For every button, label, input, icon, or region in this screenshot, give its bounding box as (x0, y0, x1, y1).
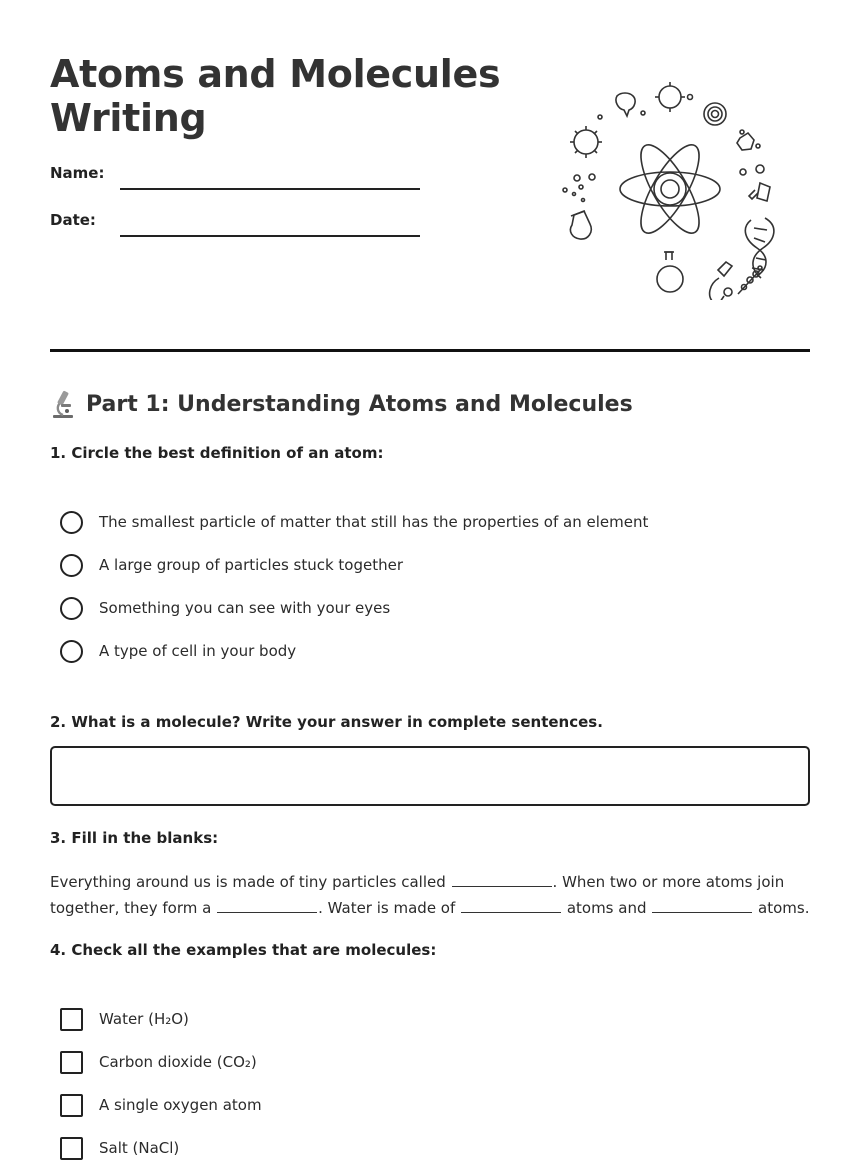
microscope-icon (708, 262, 732, 300)
bacteria-icon (570, 126, 602, 158)
q1-option-label: A type of cell in your body (99, 642, 297, 660)
fill-text-segment: atoms and (562, 899, 652, 917)
radio-circle[interactable] (60, 640, 83, 663)
spiral-icon (704, 103, 726, 125)
date-field (50, 211, 96, 229)
q1-option-label: Something you can see with your eyes (99, 599, 391, 617)
blank-atoms[interactable] (452, 886, 552, 887)
question-4-prompt: 4. Check all the examples that are molecules: (50, 941, 437, 959)
checkbox[interactable] (60, 1094, 83, 1117)
name-line[interactable] (120, 188, 420, 190)
worksheet-header (50, 52, 810, 302)
title-line-1: Atoms and Molecules (50, 52, 501, 96)
q1-option-3[interactable] (60, 595, 390, 621)
atom-illustration (560, 80, 780, 300)
radio-circle[interactable] (60, 597, 83, 620)
q4-option-4[interactable] (60, 1135, 179, 1161)
round-flask-icon (657, 252, 683, 292)
q1-option-label: The smallest particle of matter that still has the properties of an element (99, 513, 649, 531)
blank-oxygen[interactable] (652, 912, 752, 913)
cell-icon (598, 93, 645, 119)
dna-icon (745, 218, 774, 278)
q4-option-2[interactable] (60, 1049, 257, 1075)
flask-icon (570, 211, 591, 239)
fill-in-paragraph (50, 869, 820, 921)
q1-option-4[interactable] (60, 638, 296, 664)
question-3-prompt: 3. Fill in the blanks: (50, 829, 219, 847)
question-2-prompt: 2. What is a molecule? Write your answer in complete sentences. (50, 713, 603, 731)
page-title (50, 52, 500, 140)
part1-title: Part 1: Understanding Atoms and Molecules (86, 391, 633, 417)
q1-option-label: A large group of particles stuck together (99, 556, 404, 574)
checkbox[interactable] (60, 1051, 83, 1074)
radio-circle[interactable] (60, 511, 83, 534)
q4-option-label: Carbon dioxide (CO₂) (99, 1053, 257, 1071)
q4-option-1[interactable] (60, 1006, 189, 1032)
radio-circle[interactable] (60, 554, 83, 577)
q4-option-label: A single oxygen atom (99, 1096, 262, 1114)
molecule-answer-field[interactable] (50, 746, 810, 806)
question-1-prompt: 1. Circle the best definition of an atom: (50, 444, 384, 462)
chain-icon (738, 266, 762, 294)
fill-text-segment: Everything around us is made of tiny particles called (50, 873, 451, 891)
atom-icon (620, 137, 720, 241)
blank-molecule[interactable] (217, 912, 317, 913)
test-tube-icon (749, 183, 770, 201)
part1-heading (50, 388, 633, 420)
fill-text-segment: . Water is made of (318, 899, 461, 917)
checkbox[interactable] (60, 1008, 83, 1031)
q4-option-3[interactable] (60, 1092, 262, 1118)
date-line[interactable] (120, 235, 420, 237)
q1-option-1[interactable] (60, 509, 648, 535)
name-label: Name: (50, 164, 105, 182)
fill-text-segment: atoms. (753, 899, 810, 917)
virus-icon (655, 82, 693, 112)
name-field (50, 164, 104, 182)
q1-option-2[interactable] (60, 552, 403, 578)
date-label: Date: (50, 211, 96, 229)
fill-text-segment: . When two or more atoms join together, they form a (50, 873, 785, 917)
bubbles-icon (563, 174, 595, 202)
section-divider (50, 349, 810, 352)
microscope-icon (50, 389, 76, 419)
molecule-icon (737, 130, 764, 175)
q4-option-label: Water (H₂O) (99, 1010, 189, 1028)
title-line-2: Writing (50, 96, 207, 140)
blank-hydrogen[interactable] (461, 912, 561, 913)
q4-option-label: Salt (NaCl) (99, 1139, 180, 1157)
checkbox[interactable] (60, 1137, 83, 1160)
